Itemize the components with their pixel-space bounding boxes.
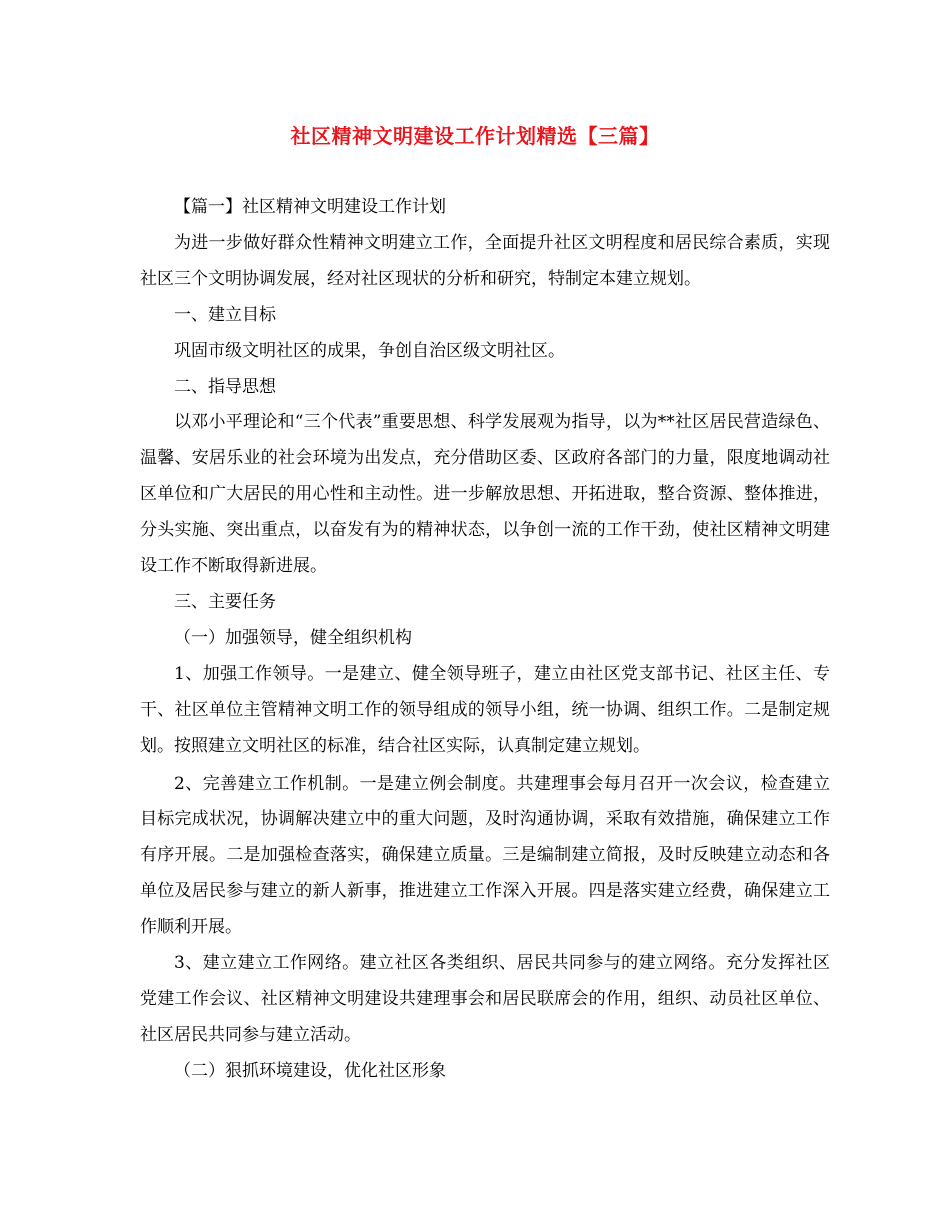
document-body xyxy=(140,190,830,1090)
paragraph-task-1: 1、加强工作领导。一是建立、健全领导班子，建立由社区党支部书记、社区主任、专干、社区单位主管精神文明工作的领导组成的领导小组，统一协调、组织工作。二是制定规划。按照建立文明社区的标准，结合社区实际，认真制定建立规划。 xyxy=(140,663,830,756)
section-heading-guiding-thought: 二、指导思想 xyxy=(174,376,276,397)
paragraph-task-2: 2、完善建立工作机制。一是建立例会制度。共建理事会每月召开一次会议，检查建立目标完成状况，协调解决建立中的重大问题，及时沟通协调，采取有效措施，确保建立工作有序开展。二是加强检查落实，确保建立质量。三是编制建立简报，及时反映建立动态和各单位及居民参与建立的新人新事，推进建立工作深入开展。四是落实建立经费，确保建立工作顺利开展。 xyxy=(140,773,830,938)
document-title: 社区精神文明建设工作计划精选【三篇】 xyxy=(290,124,660,148)
subsection-heading-leadership: （一）加强领导，健全组织机构 xyxy=(174,627,412,648)
subsection-heading-environment: （二）狠抓环境建设，优化社区形象 xyxy=(174,1060,446,1081)
paragraph-intro: 为进一步做好群众性精神文明建立工作，全面提升社区文明程度和居民综合素质，实现社区三个文明协调发展，经对社区现状的分析和研究，特制定本建立规划。 xyxy=(140,232,830,289)
section-heading-goal: 一、建立目标 xyxy=(174,304,276,325)
paragraph-goal: 巩固市级文明社区的成果，争创自治区级文明社区。 xyxy=(174,340,565,361)
paragraph-task-3: 3、建立建立工作网络。建立社区各类组织、居民共同参与的建立网络。充分发挥社区党建工作会议、社区精神文明建设共建理事会和居民联席会的作用，组织、动员社区单位、社区居民共同参与建立活动。 xyxy=(140,953,830,1045)
section-heading-part-one: 【篇一】社区精神文明建设工作计划 xyxy=(174,197,446,217)
paragraph-guiding-thought: 以邓小平理论和“三个代表”重要思想、科学发展观为指导，以为**社区居民营造绿色、温馨、安居乐业的社会环境为出发点，充分借助区委、区政府各部门的力量，限度地调动社区单位和广大居民的用心性和主动性。进一步解放思想、开拓进取，整合资源、整体推进，分头实施、突出重点，以奋发有为的精神状态，以争创一流的工作干劲，使社区精神文明建设工作不断取得新进展。 xyxy=(140,412,830,577)
section-heading-main-tasks: 三、主要任务 xyxy=(174,591,276,612)
